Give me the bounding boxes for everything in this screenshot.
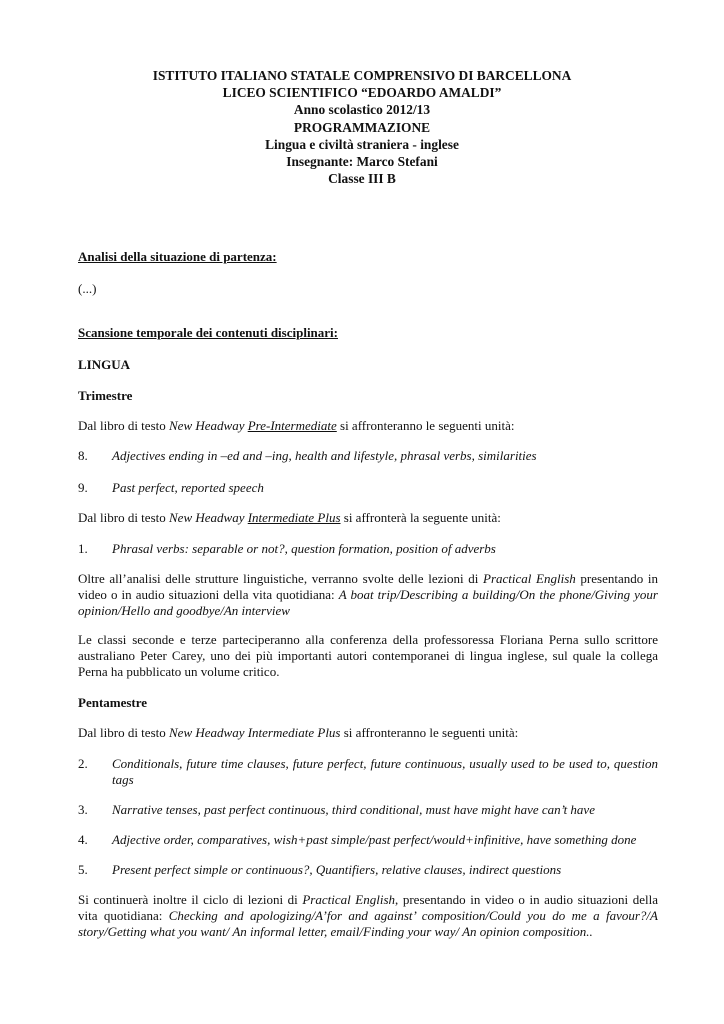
- unit-item: 2. Conditionals, future time clauses, future perfect, future continuous, usually used to be used to, question tags: [78, 756, 658, 787]
- unit-item: 5. Present perfect simple or continuous?, Quantifiers, relative clauses, indirect questions: [78, 862, 562, 877]
- conference-paragraph: Le classi seconde e terze parteciperanno alla conferenza della professoressa Floriana Perna sullo scrittore australiano Peter Carey, uno dei più importanti autori contemporanei di lingua inglese, sul quale la collega Perna ha pubblicato un volume critico.: [78, 632, 658, 679]
- document-type: PROGRAMMAZIONE: [293, 119, 431, 135]
- section-heading-scansione: Scansione temporale dei contenuti disciplinari:: [78, 325, 338, 340]
- unit-item: 9. Past perfect, reported speech: [78, 480, 264, 495]
- unit-item: 8. Adjectives ending in –ed and –ing, health and lifestyle, phrasal verbs, similarities: [78, 448, 537, 463]
- unit-item: 4. Adjective order, comparatives, wish+past simple/past perfect/would+infinitive, have something done: [78, 832, 637, 847]
- unit-item: 3. Narrative tenses, past perfect continuous, third conditional, must have might have can’t have: [78, 802, 595, 817]
- practical-english-paragraph-2: Si continuerà inoltre il ciclo di lezioni di Practical English, presentando in video o in audio situazioni della vita quotidiana: Checking and apologizing/A’for and against’ composition/Could you do me a favour?/A story/Getting what you want/ An informal letter, email/Finding your way/ An opinion composition..: [78, 892, 658, 939]
- section-content-analisi: (...): [78, 281, 97, 296]
- pentamestre-intro: Dal libro di testo New Headway Intermediate Plus si affronteranno le seguenti unità:: [78, 725, 519, 740]
- subject: Lingua e civiltà straniera - inglese: [265, 136, 459, 152]
- teacher: Insegnante: Marco Stefani: [286, 154, 438, 170]
- school-name: ISTITUTO ITALIANO STATALE COMPRENSIVO DI BARCELLONA: [152, 68, 572, 83]
- subsection-lingua: LINGUA: [78, 357, 131, 372]
- school-year: Anno scolastico 2012/13: [293, 102, 431, 118]
- subsection-trimestre: Trimestre: [78, 388, 133, 403]
- liceo-name: LICEO SCIENTIFICO “EDOARDO AMALDI”: [222, 85, 502, 101]
- document-header: [0, 67, 724, 187]
- section-heading-analisi: Analisi della situazione di partenza:: [78, 249, 277, 264]
- trimestre-intro-2: Dal libro di testo New Headway Intermediate Plus si affronterà la seguente unità:: [78, 510, 501, 525]
- class: Classe III B: [328, 171, 396, 187]
- subsection-pentamestre: Pentamestre: [78, 695, 148, 710]
- unit-item: 1. Phrasal verbs: separable or not?, question formation, position of adverbs: [78, 541, 496, 556]
- trimestre-intro-1: Dal libro di testo New Headway Pre-Intermediate si affronteranno le seguenti unità:: [78, 418, 515, 433]
- practical-english-paragraph: Oltre all’analisi delle strutture linguistiche, verranno svolte delle lezioni di Practical English presentando in video o in audio situazioni della vita quotidiana: A boat trip/Describing a building/On the phone/Giving your opinion/Hello and goodbye/An interview: [78, 571, 659, 618]
